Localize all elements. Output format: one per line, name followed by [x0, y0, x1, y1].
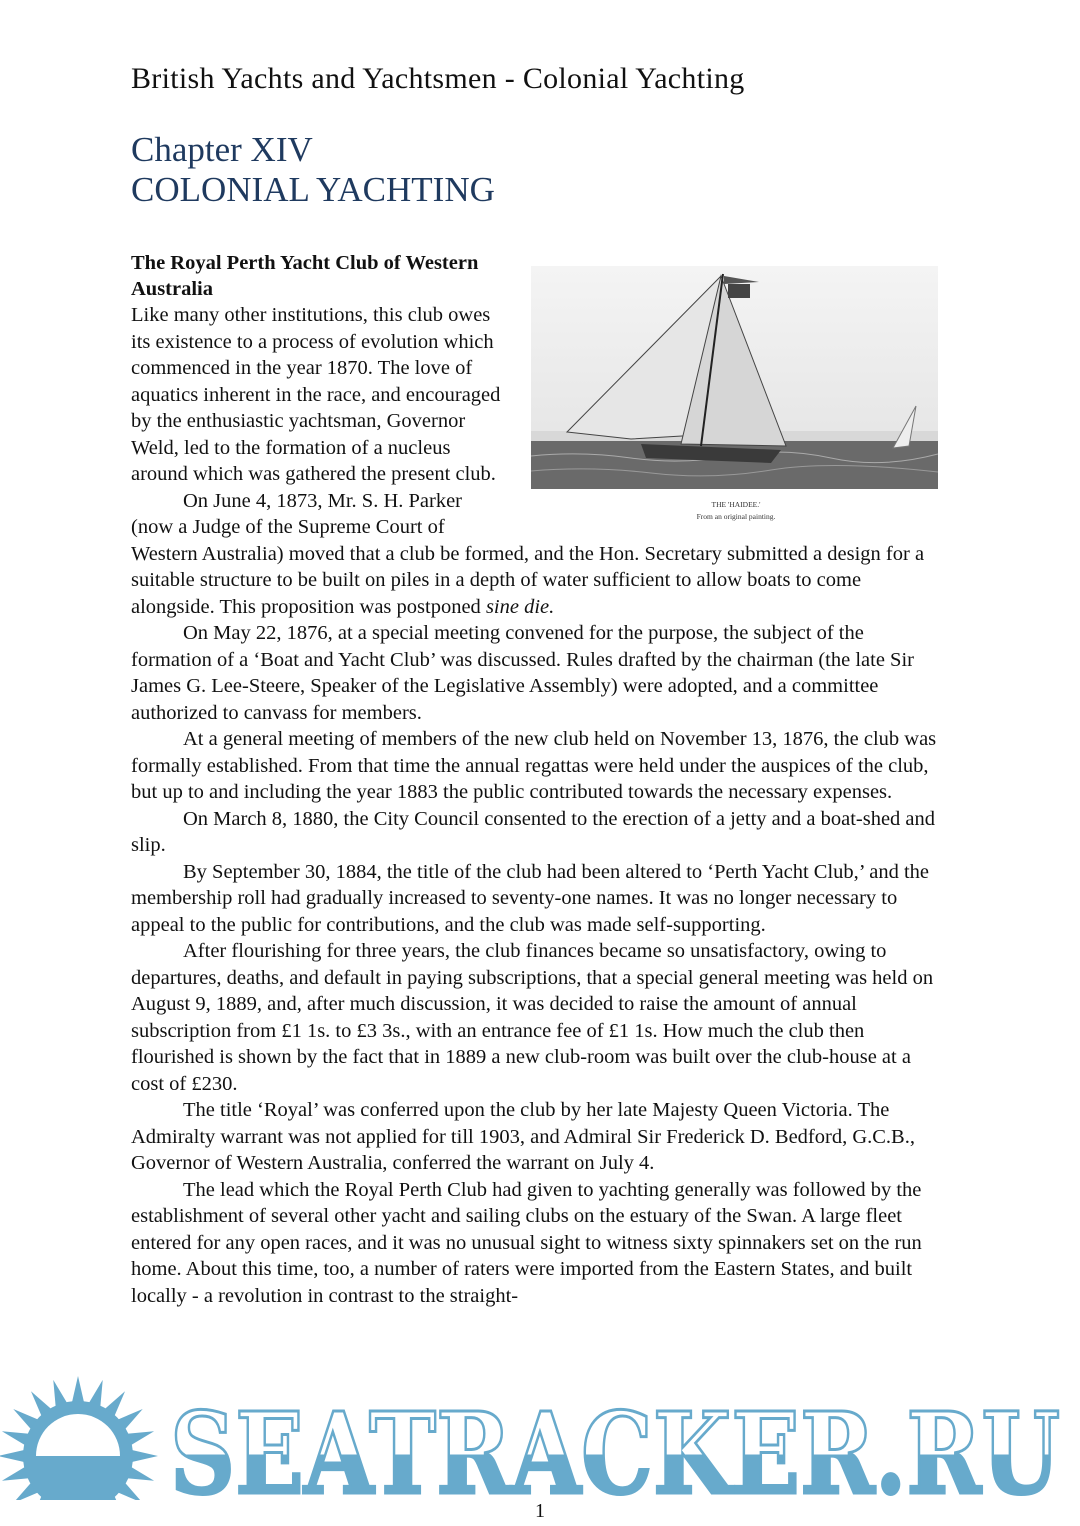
paragraph: By September 30, 1884, the title of the club had been altered to ‘Perth Yacht Club,’ and the membership roll had gradually increased to seventy-one names. It was no longer necessary to appeal to the public for contributions, and the club was made self-supporting. — [131, 860, 929, 936]
article-body — [131, 250, 945, 1309]
seatracker-watermark — [0, 1368, 1080, 1500]
paragraph: At a general meeting of members of the new club held on November 13, 1876, the club was formally established. From that time the annual regattas were held under the auspices of the club, but up to and including the year 1883 the public contributed towards the necessary expenses. — [131, 728, 937, 803]
figure-haidee — [531, 266, 941, 523]
chapter-title: COLONIAL YACHTING — [131, 170, 495, 209]
sun-logo-icon — [0, 1376, 158, 1500]
paragraph: The lead which the Royal Perth Club had given to yachting generally was followed by the establishment of several other yacht and sailing clubs on the estuary of the Swan. A large fleet entered for any open races, and it was no unusual sight to witness sixty spinnakers set on the run home. About this time, too, a number of raters were imported from the Eastern States, and built locally - a revolution in contrast to the straight- — [131, 1178, 922, 1307]
paragraph: After flourishing for three years, the club finances became so unsatisfactory, owing to departures, deaths, and default in paying subscriptions, that a special general meeting was held on August 9, 1889, and, after much discussion, it was decided to raise the amount of annual subscription from £1 1s. to £3 3s., with an entrance fee of £1 1s. How much the club then flourished is shown by the fact that in 1889 a new club-room was built over the club-house at a cost of £230. — [131, 940, 934, 1095]
chapter-number: Chapter XIV — [131, 130, 313, 169]
paragraph: On March 8, 1880, the City Council consented to the erection of a jetty and a boat-shed and slip. — [131, 807, 936, 856]
caption-subtitle: From an original painting. — [696, 512, 776, 521]
chapter-heading — [131, 130, 495, 210]
italic-phrase: sine die. — [485, 595, 555, 618]
yacht-painting-image — [531, 266, 938, 489]
figure-caption — [531, 499, 941, 523]
paragraph: Like many other institutions, this club owes its existence to a process of evolution which commenced in the year 1870. The love of aquatics inherent in the race, and encouraged by the enthusiastic yachtsman, Governor Weld, led to the formation of a nucleus around which was gathered the present club. — [131, 304, 501, 485]
caption-title: THE 'HAIDEE.' — [711, 500, 761, 509]
paragraph-text: On June 4, 1873, Mr. S. H. Parker (now a Judge of the Supreme Court of Western Australia) moved that a club be formed, and the Hon. Secretary submitted a design for a suitable structure to be built on piles in a depth of water sufficient to allow boats to come alongside. This proposition was postponed — [131, 489, 925, 618]
paragraph: The title ‘Royal’ was conferred upon the club by her late Majesty Queen Victoria. The Admiralty warrant was not applied for till 1903, and Admiral Sir Frederick D. Bedford, G.C.B., Governor of Western Australia, conferred the warrant on July 4. — [131, 1099, 915, 1174]
paragraph: On May 22, 1876, at a special meeting convened for the purpose, the subject of the formation of a ‘Boat and Yacht Club’ was discussed. Rules drafted by the chairman (the late Sir James G. Lee-Steere, Speaker of the Legislative Assembly) were adopted, and a committee authorized to canvass for members. — [131, 622, 914, 724]
watermark-text: SEATRACKER.RU — [170, 1389, 1060, 1500]
page-number: 1 — [535, 1500, 545, 1522]
document-header: British Yachts and Yachtsmen - Colonial Yachting — [131, 62, 745, 95]
section-heading: The Royal Perth Yacht Club of Western Australia — [131, 252, 479, 300]
